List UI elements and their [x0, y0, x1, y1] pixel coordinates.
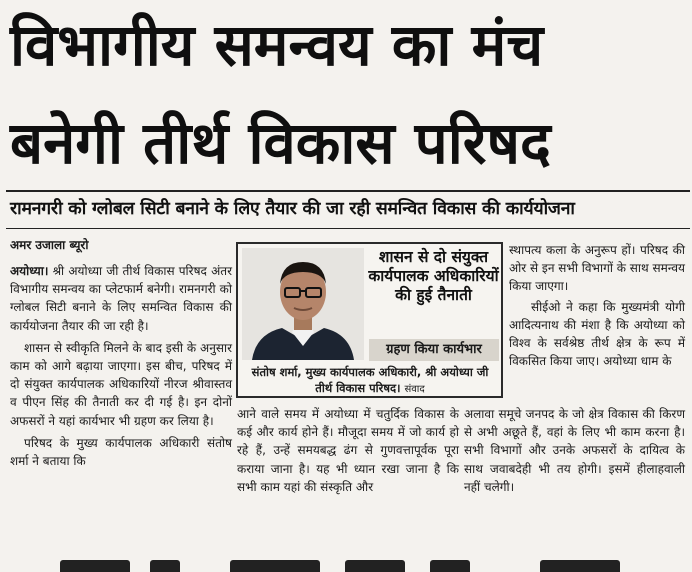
article-column-3-lower: [464, 405, 685, 496]
article-column-3: [509, 241, 685, 370]
infobox-headline: शासन से दो संयुक्त कार्यपालक अधिकारियों की हुई तैनाती: [368, 248, 499, 304]
paragraph: आने वाले समय में अयोध्या में चतुर्दिक विकास के कई और कार्य होने हैं। मौजूदा समय में जो कार्य हो रहे हैं, उन्हें समयबद्ध ढंग से गुणवत्तापूर्वक पूरा कराया जाना है। यह भी ध्यान रखा जाना है कि सभी काम यहां की संस्कृति और: [237, 407, 459, 494]
paragraph: शासन से स्वीकृति मिलने के बाद इसी के अनुसार काम को आगे बढ़ाया जाएगा। इस बीच, परिषद में दो संयुक्त कार्यपालक अधिकारियों नीरज श्रीवास्तव व पीएन सिंह की तैनाती कर दी गई है। इन दोनों अफसरों ने यहां कार्यभार भी ग्रहण कर लिया है।: [10, 340, 232, 428]
byline: अमर उजाला ब्यूरो: [10, 238, 89, 252]
subhead-rule: [6, 228, 690, 229]
headline-rule: [6, 190, 690, 192]
paragraph: [10, 262, 232, 335]
infobox-badge: ग्रहण किया कार्यभार: [369, 339, 499, 361]
article-column-1: [10, 262, 232, 470]
paragraph-text: श्री अयोध्या जी तीर्थ विकास परिषद अंतर विभागीय समन्वय का प्लेटफार्म बनेगी। रामनगरी को ग्लोबल सिटी बनाने के लिए समन्वित विकास की कार्ययोजना तैयार की जा रही है।: [10, 264, 232, 333]
subheadline: रामनगरी को ग्लोबल सिटी बनाने के लिए तैयार की जा रही समन्वित विकास की कार्ययोजना: [10, 199, 575, 219]
article-column-2-lower: [237, 405, 459, 496]
headline-line-1: विभागीय समन्वय का मंच: [10, 11, 544, 79]
dateline: अयोध्या।: [10, 264, 49, 278]
paragraph: स्थापत्य कला के अनुरूप हों। परिषद की ओर से इन सभी विभागों के साथ समन्वय किया जाएगा।: [509, 243, 686, 294]
headline-line-2: बनेगी तीर्थ विकास परिषद: [10, 109, 551, 177]
paragraph: अलावा समूचे जनपद के जो क्षेत्र विकास की किरण से अभी अछूते हैं, वहां के लिए भी काम करना है। सभी विभागों और उनके अफसरों के दायित्व के साथ जवाबदेही भी तय होगी। इसमें हीलाहवाली नहीं चलेगी।: [464, 407, 685, 494]
portrait-illustration: [242, 248, 364, 360]
paragraph: सीईओ ने कहा कि मुख्यमंत्री योगी आदित्यनाथ की मंशा है कि अयोध्या को विश्व के सर्वश्रेष्ठ तीर्थ क्षेत्र के रूप में विकसित किया जाए। अयोध्या धाम के: [509, 299, 685, 369]
paragraph: परिषद के मुख्य कार्यपालक अधिकारी संतोष शर्मा ने बताया कि: [10, 435, 232, 469]
caption-text: संतोष शर्मा, मुख्य कार्यपालक अधिकारी, श्री अयोध्या जी तीर्थ विकास परिषद।: [251, 365, 489, 395]
portrait-photo: [242, 248, 364, 360]
infobox: [236, 242, 503, 398]
headline: [10, 6, 686, 182]
caption-tag: संवाद: [404, 384, 425, 395]
next-headline-cropped: [0, 556, 692, 572]
photo-caption: [242, 364, 498, 398]
